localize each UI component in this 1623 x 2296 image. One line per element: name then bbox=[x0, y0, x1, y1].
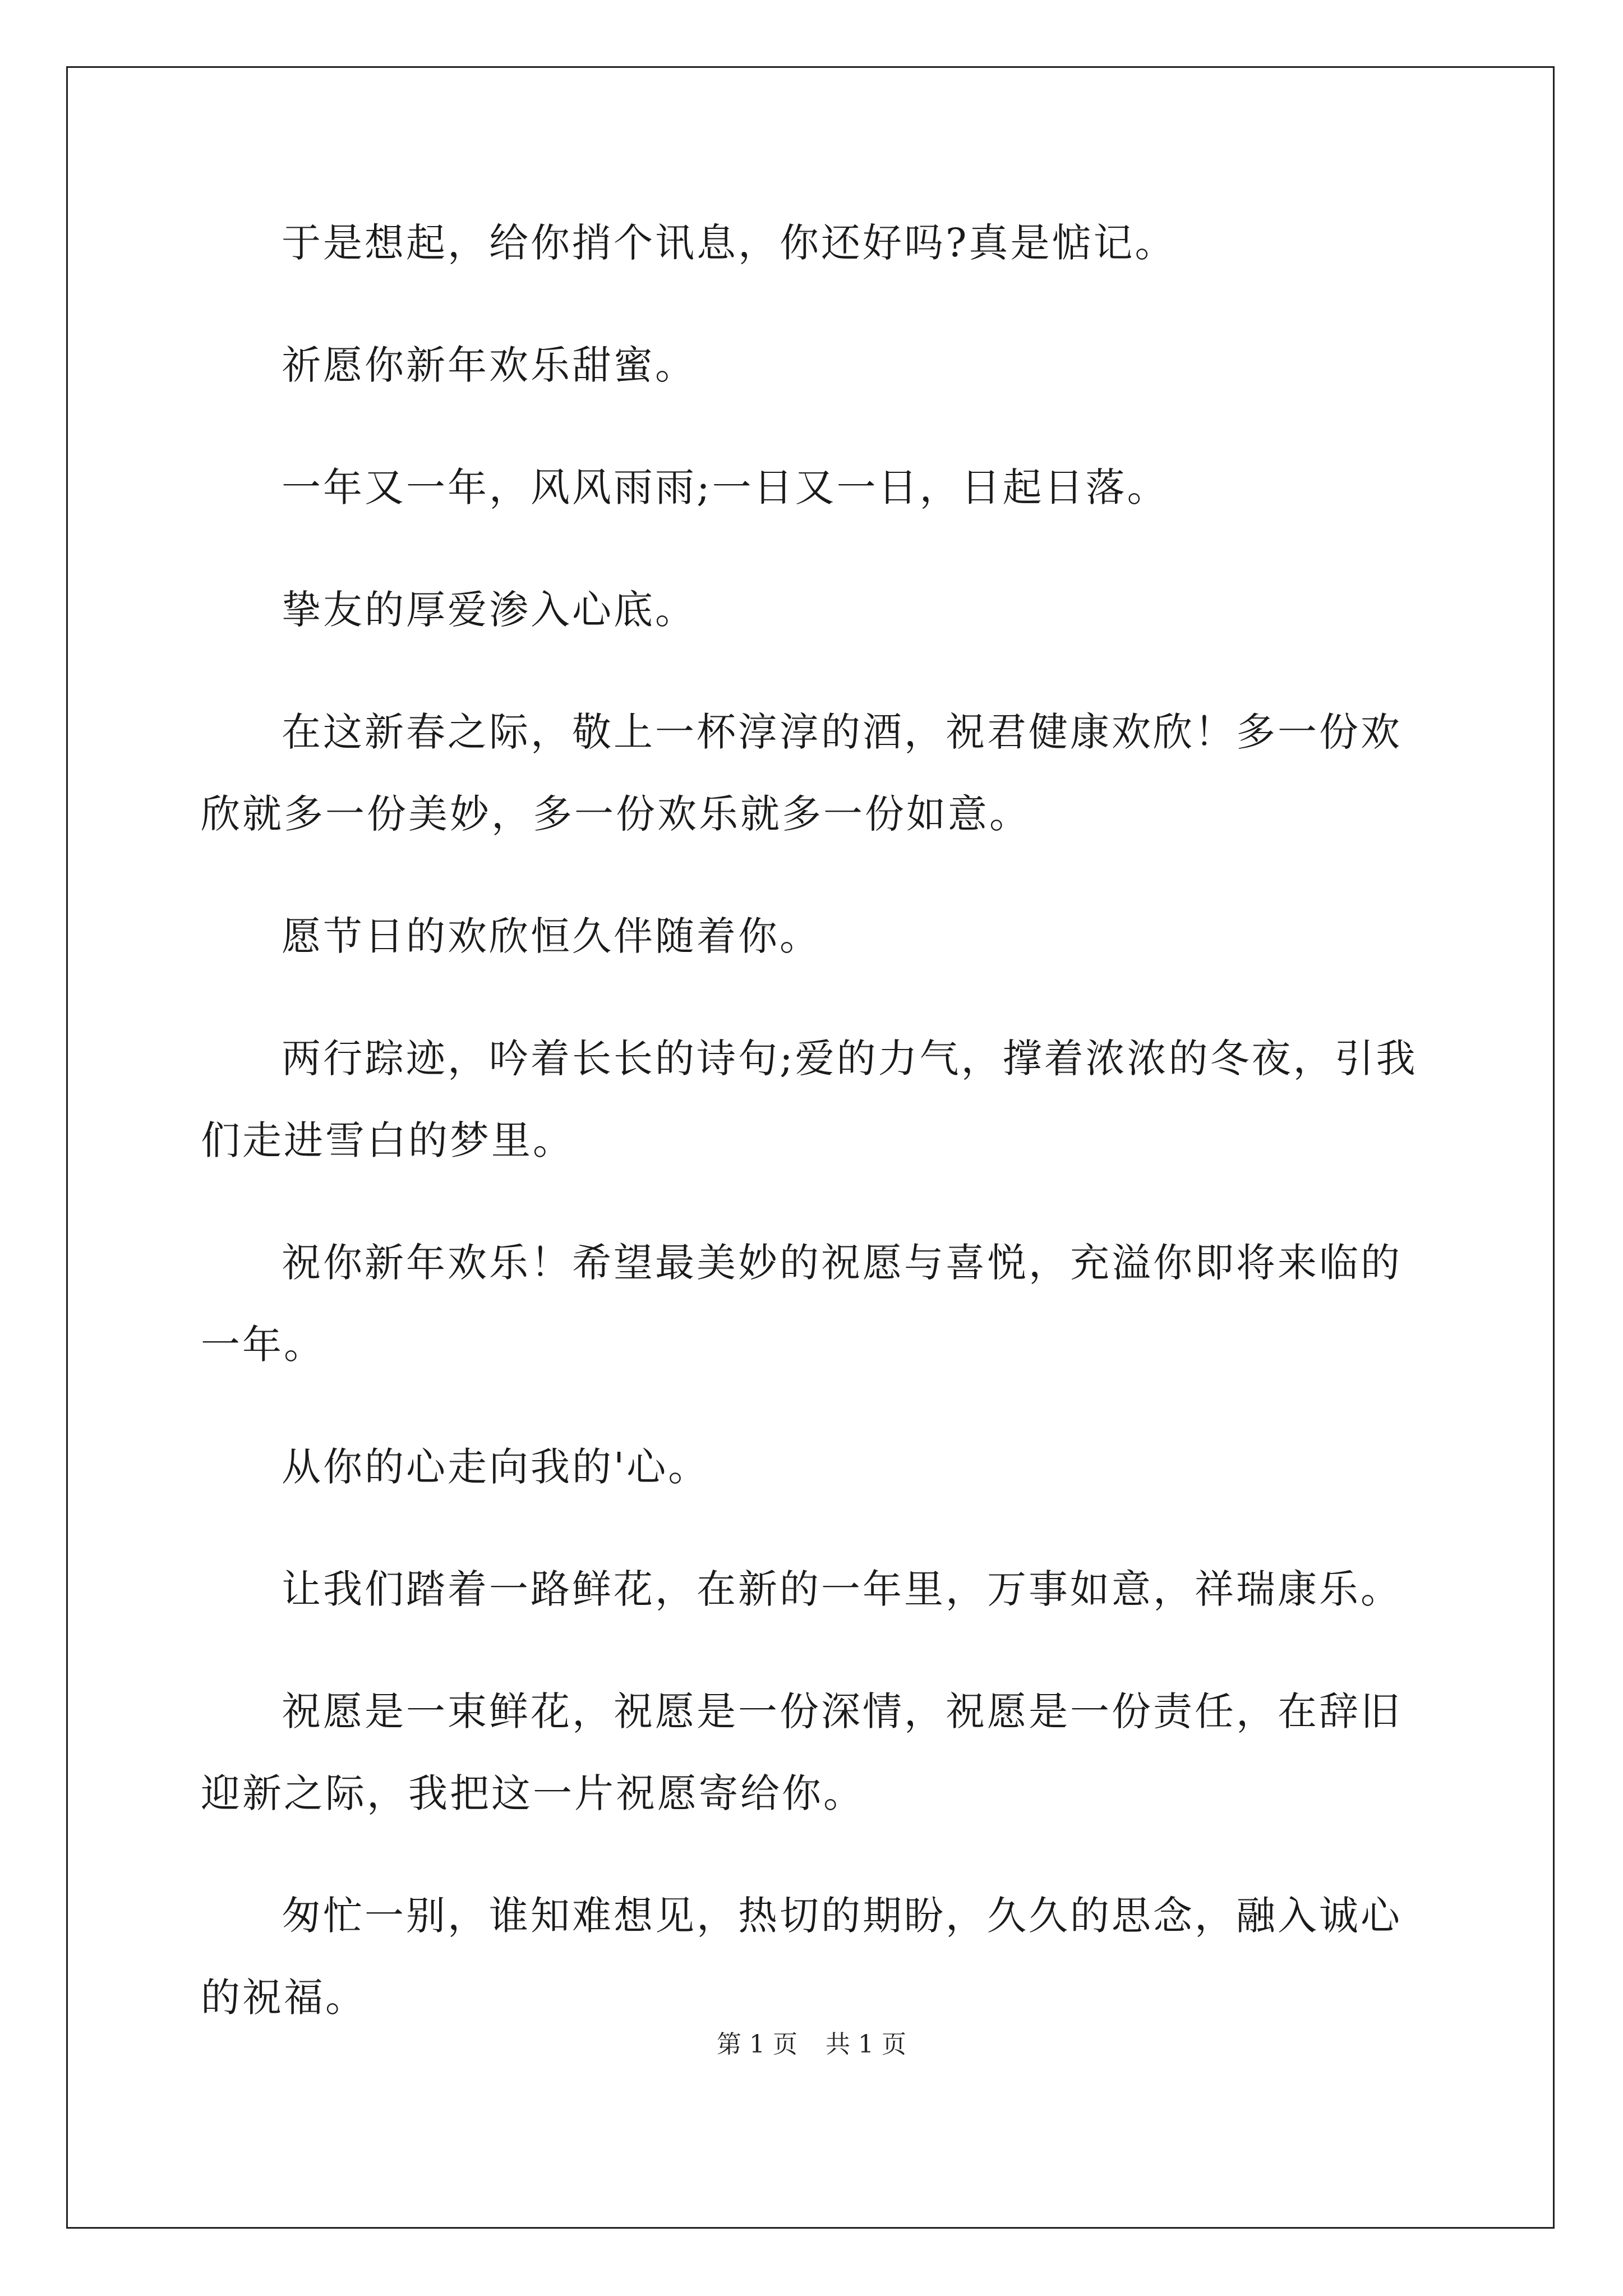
page-number: 第 1 页 bbox=[717, 2030, 797, 2059]
paragraph: 一年又一年，风风雨雨;一日又一日，日起日落。 bbox=[282, 464, 1169, 510]
paragraph: 让我们踏着一路鲜花，在新的一年里，万事如意，祥瑞康乐。 bbox=[282, 1566, 1402, 1612]
paragraph: 于是想起，给你捎个讯息，你还好吗?真是惦记。 bbox=[282, 220, 1177, 266]
page-total: 共 1 页 bbox=[826, 2030, 906, 2059]
page-footer bbox=[0, 2028, 1623, 2062]
document-body bbox=[201, 202, 1427, 2079]
paragraph: 愿节日的欢欣恒久伴随着你。 bbox=[282, 913, 821, 959]
paragraph: 挚友的厚爱渗入心底。 bbox=[282, 587, 697, 633]
paragraph: 从你的心走向我的'心。 bbox=[282, 1444, 710, 1490]
paragraph: 祈愿你新年欢乐甜蜜。 bbox=[282, 342, 697, 388]
paragraph: 祝愿是一束鲜花，祝愿是一份深情，祝愿是一份责任，在辞旧迎新之际，我把这一片祝愿寄给你。 bbox=[201, 1688, 1402, 1816]
paragraph: 祝你新年欢乐！希望最美妙的祝愿与喜悦，充溢你即将来临的一年。 bbox=[201, 1240, 1402, 1368]
paragraph: 在这新春之际，敬上一杯淳淳的酒，祝君健康欢欣！多一份欢欣就多一份美妙，多一份欢乐就多一份如意。 bbox=[201, 709, 1402, 837]
paragraph: 匆忙一别，谁知难想见，热切的期盼，久久的思念，融入诚心的祝福。 bbox=[201, 1893, 1402, 2021]
paragraph: 两行踪迹，吟着长长的诗句;爱的力气，撑着浓浓的冬夜，引我们走进雪白的梦里。 bbox=[201, 1036, 1418, 1163]
